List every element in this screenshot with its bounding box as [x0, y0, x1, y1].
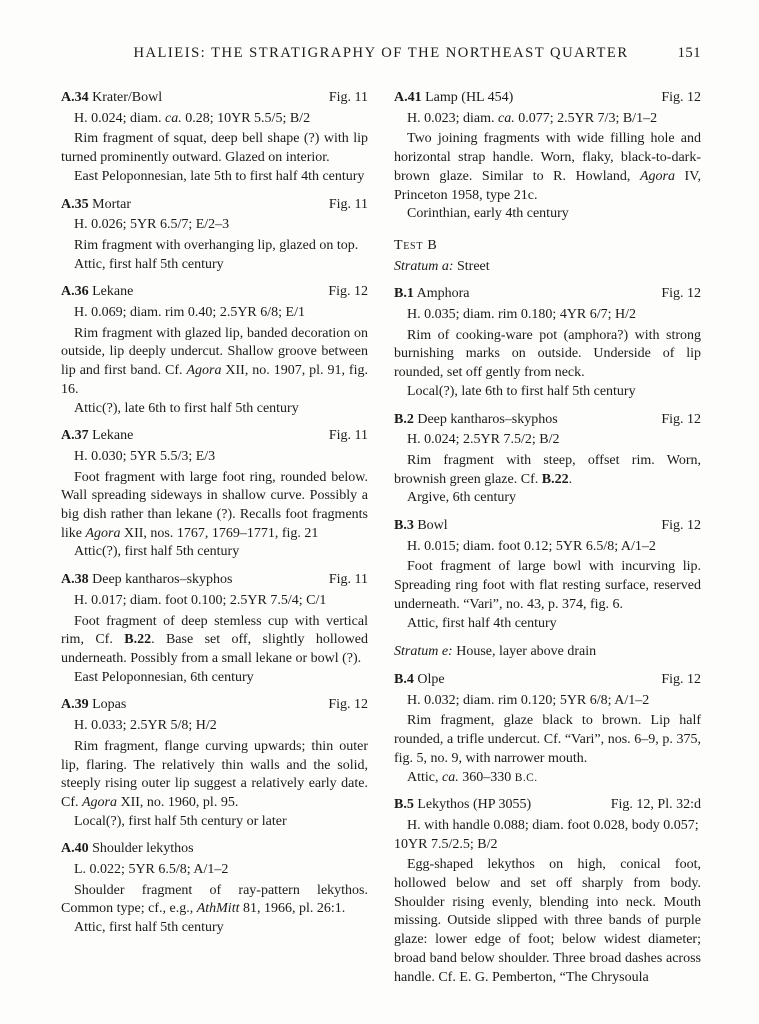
section-heading-test-b: Test B: [394, 237, 438, 253]
entry-object-name: Deep kantharos–skyphos: [417, 411, 558, 427]
entry-object-name: Lekane: [92, 428, 134, 444]
two-column-text-block: [61, 89, 701, 987]
entry-heading: [61, 571, 368, 590]
entry-object-name: Deep kantharos–skyphos: [92, 572, 233, 588]
figure-ref: Fig. 12: [661, 671, 701, 687]
dimensions-line: H. 0.026; 5YR 6.5/7; E/2–3: [74, 217, 230, 233]
entry-id: A.41: [394, 90, 422, 105]
catalog-entry-b3: [394, 517, 701, 633]
dimensions-line: H. 0.069; diam. rim 0.40; 2.5YR 6/8; E/1: [74, 305, 305, 321]
attribution-line: Attic(?), first half 5th century: [74, 544, 240, 560]
description-paragraph: Foot fragment of deep stemless cup with vertical rim, Cf. B.22. Base set off, slightly hollowed underneath. Possibly from a small lekane or bowl (?).: [61, 613, 368, 666]
entry-id: A.35: [61, 196, 89, 212]
entry-heading: [394, 285, 701, 304]
entry-id: A.36: [61, 284, 89, 300]
dimensions-line: H. 0.015; diam. foot 0.12; 5YR 6.5/8; A/1–2: [407, 538, 656, 554]
catalog-entry-a41: [394, 89, 701, 224]
catalog-entry-a35: [61, 196, 368, 275]
dimensions-line: H. 0.017; diam. foot 0.100; 2.5YR 7.5/4; C/1: [74, 592, 327, 608]
figure-ref: Fig. 11: [328, 572, 368, 588]
description-paragraph: Foot fragment of large bowl with incurving lip. Spreading ring foot with flat resting surface, reserved underneath. “Vari”, no. 43, p. 374, fig. 6.: [394, 559, 701, 612]
entry-id: A.37: [61, 428, 89, 444]
attribution-line: Argive, 6th century: [407, 490, 516, 506]
entry-title: [61, 840, 194, 859]
dimensions-line: H. 0.032; diam. rim 0.120; 5YR 6/8; A/1–2: [407, 692, 650, 708]
entry-object-name: Krater/Bowl: [92, 90, 163, 105]
entry-id: B.2: [394, 411, 414, 427]
entry-id: B.1: [394, 286, 414, 302]
entry-title: [394, 89, 513, 108]
catalog-entry-a38: [61, 571, 368, 687]
description-paragraph: Foot fragment with large foot ring, rounded below. Wall spreading sideways in shallow curve. Possibly a big dish rather than lekane (?). Recalls foot fragments like Agora XII, nos. 1767, 1769–1771, fig. 21: [61, 469, 368, 541]
attribution-line: Attic, first half 4th century: [407, 615, 557, 631]
entry-id: A.40: [61, 841, 89, 857]
dimensions-line: H. 0.033; 2.5YR 5/8; H/2: [74, 718, 217, 734]
entry-title: [394, 517, 448, 536]
figure-ref: Fig. 12: [661, 90, 701, 105]
page-number: 151: [677, 45, 701, 61]
entry-object-name: Mortar: [92, 196, 132, 212]
entry-object-name: Olpe: [417, 671, 445, 687]
catalog-entry-b5: [394, 796, 701, 987]
catalog-entry-a39: [61, 696, 368, 831]
attribution-line: East Peloponnesian, late 5th to first half 4th century: [74, 168, 365, 184]
entry-title: [394, 285, 469, 304]
entry-object-name: Bowl: [417, 518, 448, 534]
attribution-line: Attic(?), late 6th to first half 5th century: [74, 400, 299, 416]
entry-heading: [394, 671, 701, 690]
description-paragraph: Rim fragment with glazed lip, banded decoration on outside, lip deeply undercut. Shallow groove between lip and first band. Cf. Agora XII, no. 1907, pl. 91, fig. 16.: [61, 325, 368, 397]
attribution-line: Local(?), late 6th to first half 5th century: [407, 383, 636, 399]
entry-id: A.38: [61, 572, 89, 588]
entry-title: [61, 696, 126, 715]
entry-heading: [394, 517, 701, 536]
entry-title: [61, 427, 133, 446]
entry-heading: [61, 427, 368, 446]
catalog-entry-a36: [61, 283, 368, 418]
entry-title: [61, 196, 131, 215]
dimensions-line: H. 0.023; diam. ca. 0.077; 2.5YR 7/3; B/1–2: [407, 110, 658, 126]
entry-object-name: Lamp (HL 454): [425, 90, 514, 105]
figure-ref: Fig. 11: [328, 428, 368, 444]
left-column: [61, 89, 368, 987]
description-paragraph: Rim fragment with steep, offset rim. Worn, brownish green glaze. Cf. B.22.: [394, 452, 701, 487]
attribution-line: Local(?), first half 5th century or later: [74, 813, 287, 829]
catalog-entry-b2: [394, 411, 701, 509]
entry-object-name: Lopas: [92, 697, 127, 713]
catalog-entry-a37: [61, 427, 368, 562]
entry-title: [394, 671, 445, 690]
entry-object-name: Amphora: [416, 286, 470, 302]
dimensions-line: H. 0.030; 5YR 5.5/3; E/3: [74, 448, 216, 464]
dimensions-line: L. 0.022; 5YR 6.5/8; A/1–2: [74, 862, 229, 878]
entry-heading: [61, 89, 368, 108]
entry-id: A.34: [61, 90, 89, 105]
stratum-a-heading: Stratum a: Street: [394, 258, 490, 274]
dimensions-line: H. 0.035; diam. rim 0.180; 4YR 6/7; H/2: [407, 307, 637, 323]
catalog-entry-a34: [61, 89, 368, 187]
catalog-entry-b1: [394, 285, 701, 401]
entry-object-name: Lekythos (HP 3055): [417, 797, 532, 813]
description-paragraph: Egg-shaped lekythos on high, conical foot, hollowed below and set off sharply from body. Shoulder rising evenly, blending into neck. Mouth missing. Outside slipped with three bands of purple glaze: lower edge of foot; below widest diameter; broad band below shoulder. Three broad dashes across handle. Cf. E. G. Pemberton, “The Chrysoula: [394, 857, 701, 985]
entry-heading: [61, 283, 368, 302]
entry-id: B.4: [394, 671, 414, 687]
figure-ref: Fig. 12: [661, 518, 701, 534]
description-paragraph: Rim fragment of squat, deep bell shape (?) with lip turned prominently outward. Glazed on interior.: [61, 131, 368, 166]
dimensions-line: H. 0.024; 2.5YR 7.5/2; B/2: [407, 432, 560, 448]
description-paragraph: Rim fragment with overhanging lip, glazed on top.: [74, 237, 359, 253]
attribution-line: Attic, first half 5th century: [74, 256, 224, 272]
attribution-line: Corinthian, early 4th century: [407, 206, 569, 222]
attribution-line: Attic, ca. 360–330 B.C.: [407, 769, 538, 785]
entry-id: B.3: [394, 518, 414, 534]
right-column: [394, 89, 701, 987]
description-paragraph: Two joining fragments with wide filling hole and horizontal strap handle. Worn, flaky, black-to-dark-brown glaze. Similar to R. Howland, Agora IV, Princeton 1958, type 21c.: [394, 131, 702, 203]
dimensions-line: H. 0.024; diam. ca. 0.28; 10YR 5.5/5; B/2: [74, 110, 311, 126]
entry-object-name: Shoulder lekythos: [92, 841, 194, 857]
entry-heading: [61, 196, 368, 215]
figure-ref: Fig. 12, Pl. 32:d: [610, 797, 701, 813]
entry-heading: [394, 89, 701, 108]
entry-title: [61, 571, 233, 590]
running-head-title: HALIEIS: THE STRATIGRAPHY OF THE NORTHEAST QUARTER: [133, 45, 629, 61]
entry-id: B.5: [394, 797, 414, 813]
stratum-e-heading: Stratum e: House, layer above drain: [394, 644, 597, 660]
description-paragraph: Rim of cooking-ware pot (amphora?) with strong burnishing marks on outside. Underside of lip rounded, set off gently from neck.: [394, 327, 701, 381]
dimensions-line: H. with handle 0.088; diam. foot 0.028, body 0.057; 10YR 7.5/2.5; B/2: [394, 817, 699, 852]
figure-ref: Fig. 12: [661, 286, 701, 302]
entry-title: [394, 796, 531, 815]
entry-title: [61, 89, 162, 108]
entry-heading: [61, 840, 368, 859]
description-paragraph: Rim fragment, flange curving upwards; thin outer lip, flaring. The relatively thin walls and the solid, steeply rising outer lip suggest a relatively early date. Cf. Agora XII, no. 1960, pl. 95.: [61, 738, 368, 810]
description-paragraph: Rim fragment, glaze black to brown. Lip half rounded, a trifle undercut. Cf. “Vari”, nos. 6–9, p. 375, fig. 5, no. 9, with narrower mouth.: [394, 713, 701, 766]
figure-ref: Fig. 11: [328, 90, 368, 105]
catalog-entry-a40: [61, 840, 368, 938]
attribution-line: East Peloponnesian, 6th century: [74, 669, 254, 685]
figure-ref: Fig. 12: [328, 697, 368, 713]
figure-ref: Fig. 12: [661, 411, 701, 427]
entry-heading: [394, 796, 701, 815]
entry-title: [61, 283, 133, 302]
running-head: [61, 45, 701, 62]
entry-heading: [394, 411, 701, 430]
figure-ref: Fig. 11: [328, 196, 368, 212]
entry-title: [394, 411, 558, 430]
attribution-line: Attic, first half 5th century: [74, 920, 224, 936]
entry-heading: [61, 696, 368, 715]
entry-object-name: Lekane: [92, 284, 134, 300]
figure-ref: Fig. 12: [328, 284, 368, 300]
description-paragraph: Shoulder fragment of ray-pattern lekythos. Common type; cf., e.g., AthMitt 81, 1966, pl. 26:1.: [61, 882, 368, 917]
entry-id: A.39: [61, 697, 89, 713]
catalog-entry-b4: [394, 671, 701, 787]
